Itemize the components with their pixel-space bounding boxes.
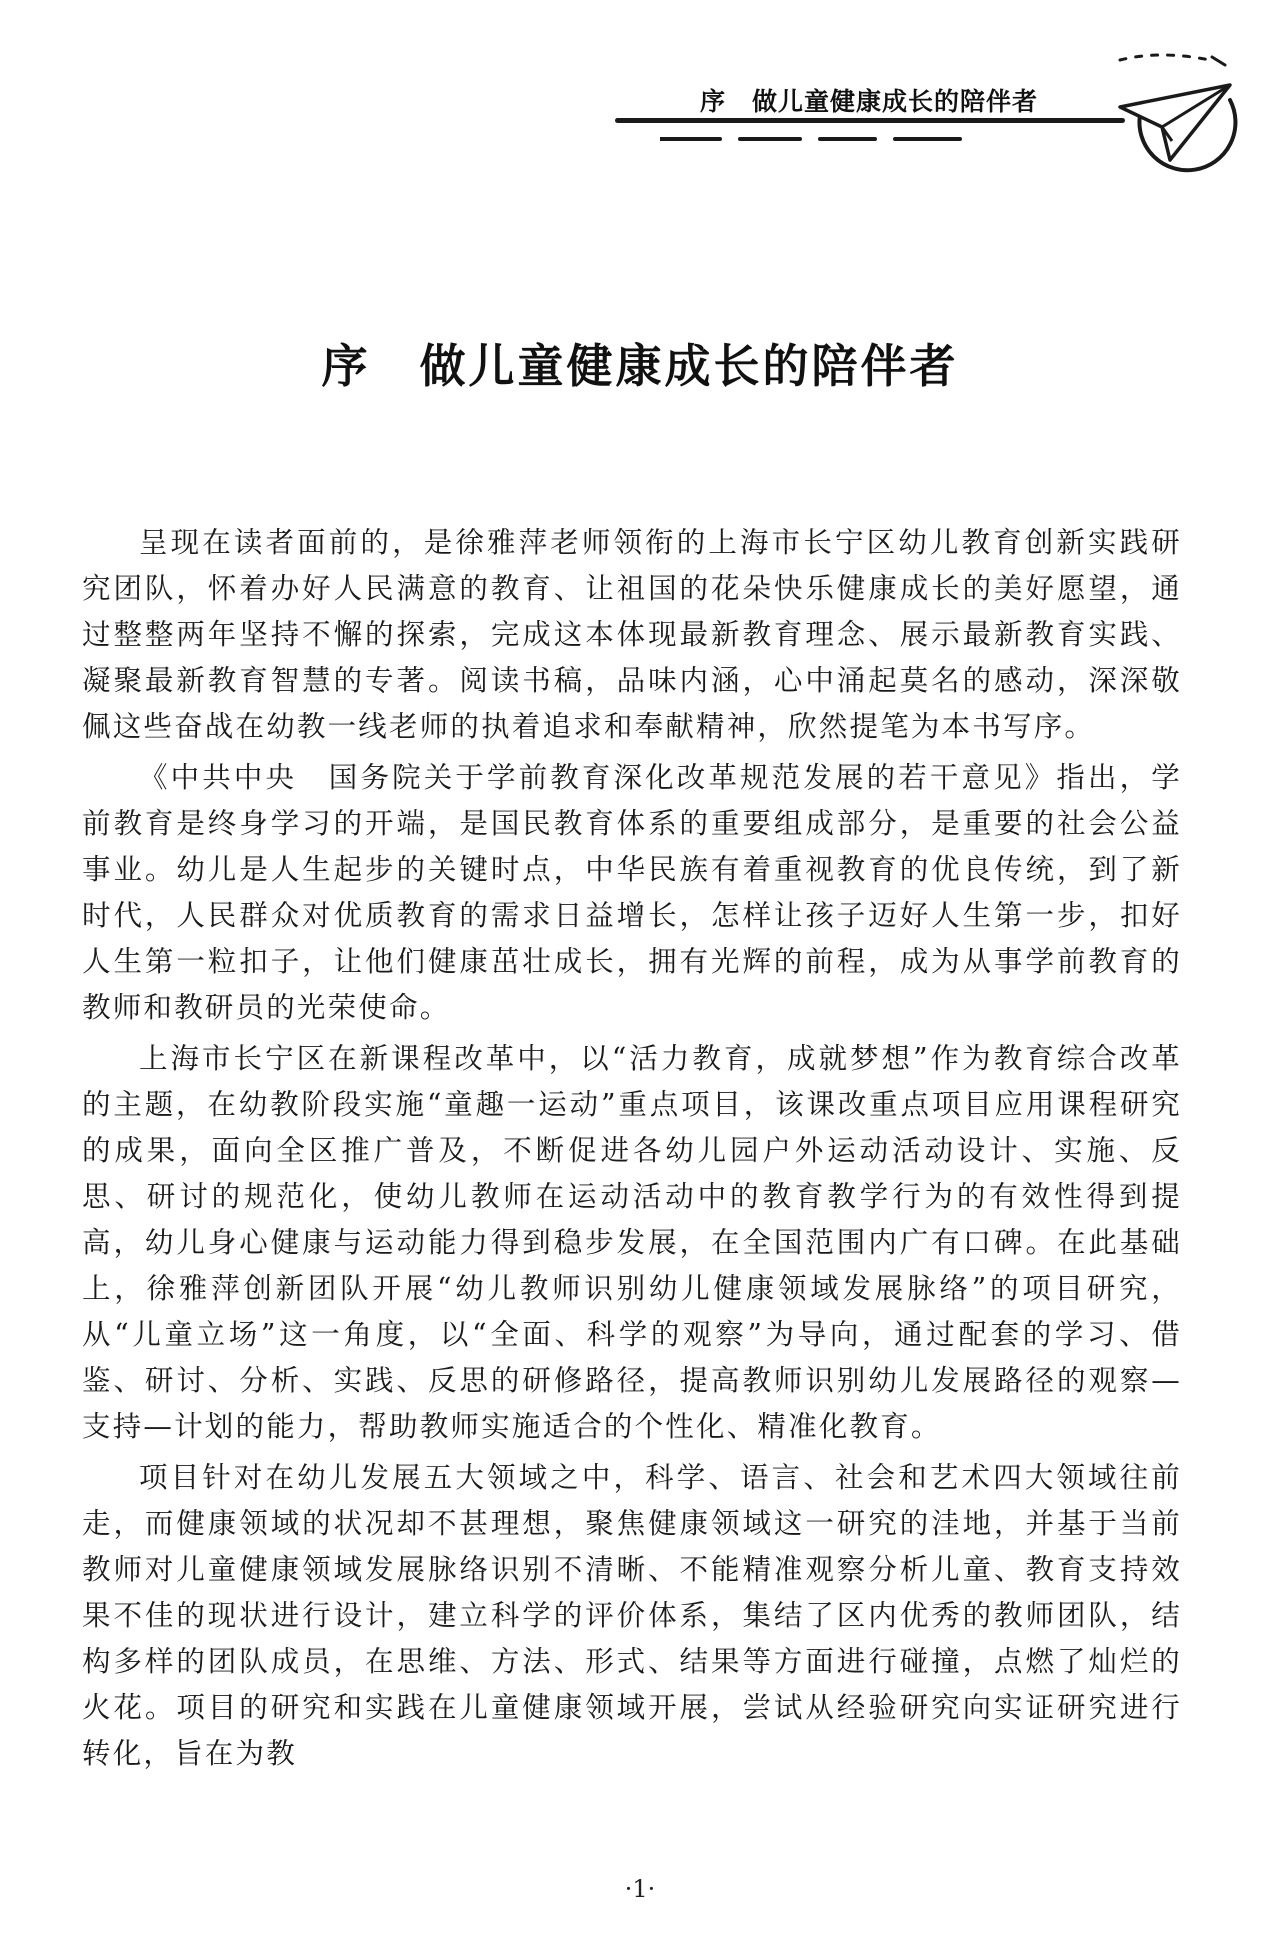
header-rule [615, 118, 1125, 123]
running-header-title: 序 做儿童健康成长的陪伴者 [700, 87, 1039, 116]
paragraph: 呈现在读者面前的，是徐雅萍老师领衔的上海市长宁区幼儿教育创新实践研究团队，怀着办好人民满意的教育、让祖国的花朵快乐健康成长的美好愿望，通过整整两年坚持不懈的探索，完成这本体现最新教育理念、展示最新教育实践、凝聚最新教育智慧的专著。阅读书稿，品味内涵，心中涌起莫名的感动，深深敬佩这些奋战在幼教一线老师的执着追求和奉献精神，欣然提笔为本书写序。 [82, 526, 1182, 743]
chapter-title: 序 做儿童健康成长的陪伴者 [321, 339, 959, 393]
body-text [82, 520, 1182, 1777]
paragraph: 上海市长宁区在新课程改革中，以“活力教育，成就梦想”作为教育综合改革的主题，在幼教阶段实施“童趣一运动”重点项目，该课改重点项目应用课程研究的成果，面向全区推广普及，不断促进各幼儿园户外运动活动设计、实施、反思、研讨的规范化，使幼儿教师在运动活动中的教育教学行为的有效性得到提高，幼儿身心健康与运动能力得到稳步发展，在全国范围内广有口碑。在此基础上，徐雅萍创新团队开展“幼儿教师识别幼儿健康领域发展脉络”的项目研究，从“儿童立场”这一角度，以“全面、科学的观察”为导向，通过配套的学习、借鉴、研讨、分析、实践、反思的研修路径，提高教师识别幼儿发展路径的观察—支持—计划的能力，帮助教师实施适合的个性化、精准化教育。 [82, 1042, 1182, 1443]
paragraph: 《中共中央 国务院关于学前教育深化改革规范发展的若干意见》指出，学前教育是终身学习的开端，是国民教育体系的重要组成部分，是重要的社会公益事业。幼儿是人生起步的关键时点，中华民族有着重视教育的优良传统，到了新时代，人民群众对优质教育的需求日益增长，怎样让孩子迈好人生第一步，扣好人生第一粒扣子，让他们健康茁壮成长，拥有光辉的前程，成为从事学前教育的教师和教研员的光荣使命。 [82, 761, 1182, 1024]
page-number: ·1· [624, 1875, 656, 1903]
header-dashes [660, 134, 990, 144]
paper-plane-icon [1100, 45, 1250, 185]
paragraph: 项目针对在幼儿发展五大领域之中，科学、语言、社会和艺术四大领域往前走，而健康领域的状况却不甚理想，聚焦健康领域这一研究的洼地，并基于当前教师对儿童健康领域发展脉络识别不清晰、不能精准观察分析儿童、教育支持效果不佳的现状进行设计，建立科学的评价体系，集结了区内优秀的教师团队，结构多样的团队成员，在思维、方法、形式、结果等方面进行碰撞，点燃了灿烂的火花。项目的研究和实践在儿童健康领域开展，尝试从经验研究向实证研究进行转化，旨在为教 [82, 1461, 1182, 1770]
